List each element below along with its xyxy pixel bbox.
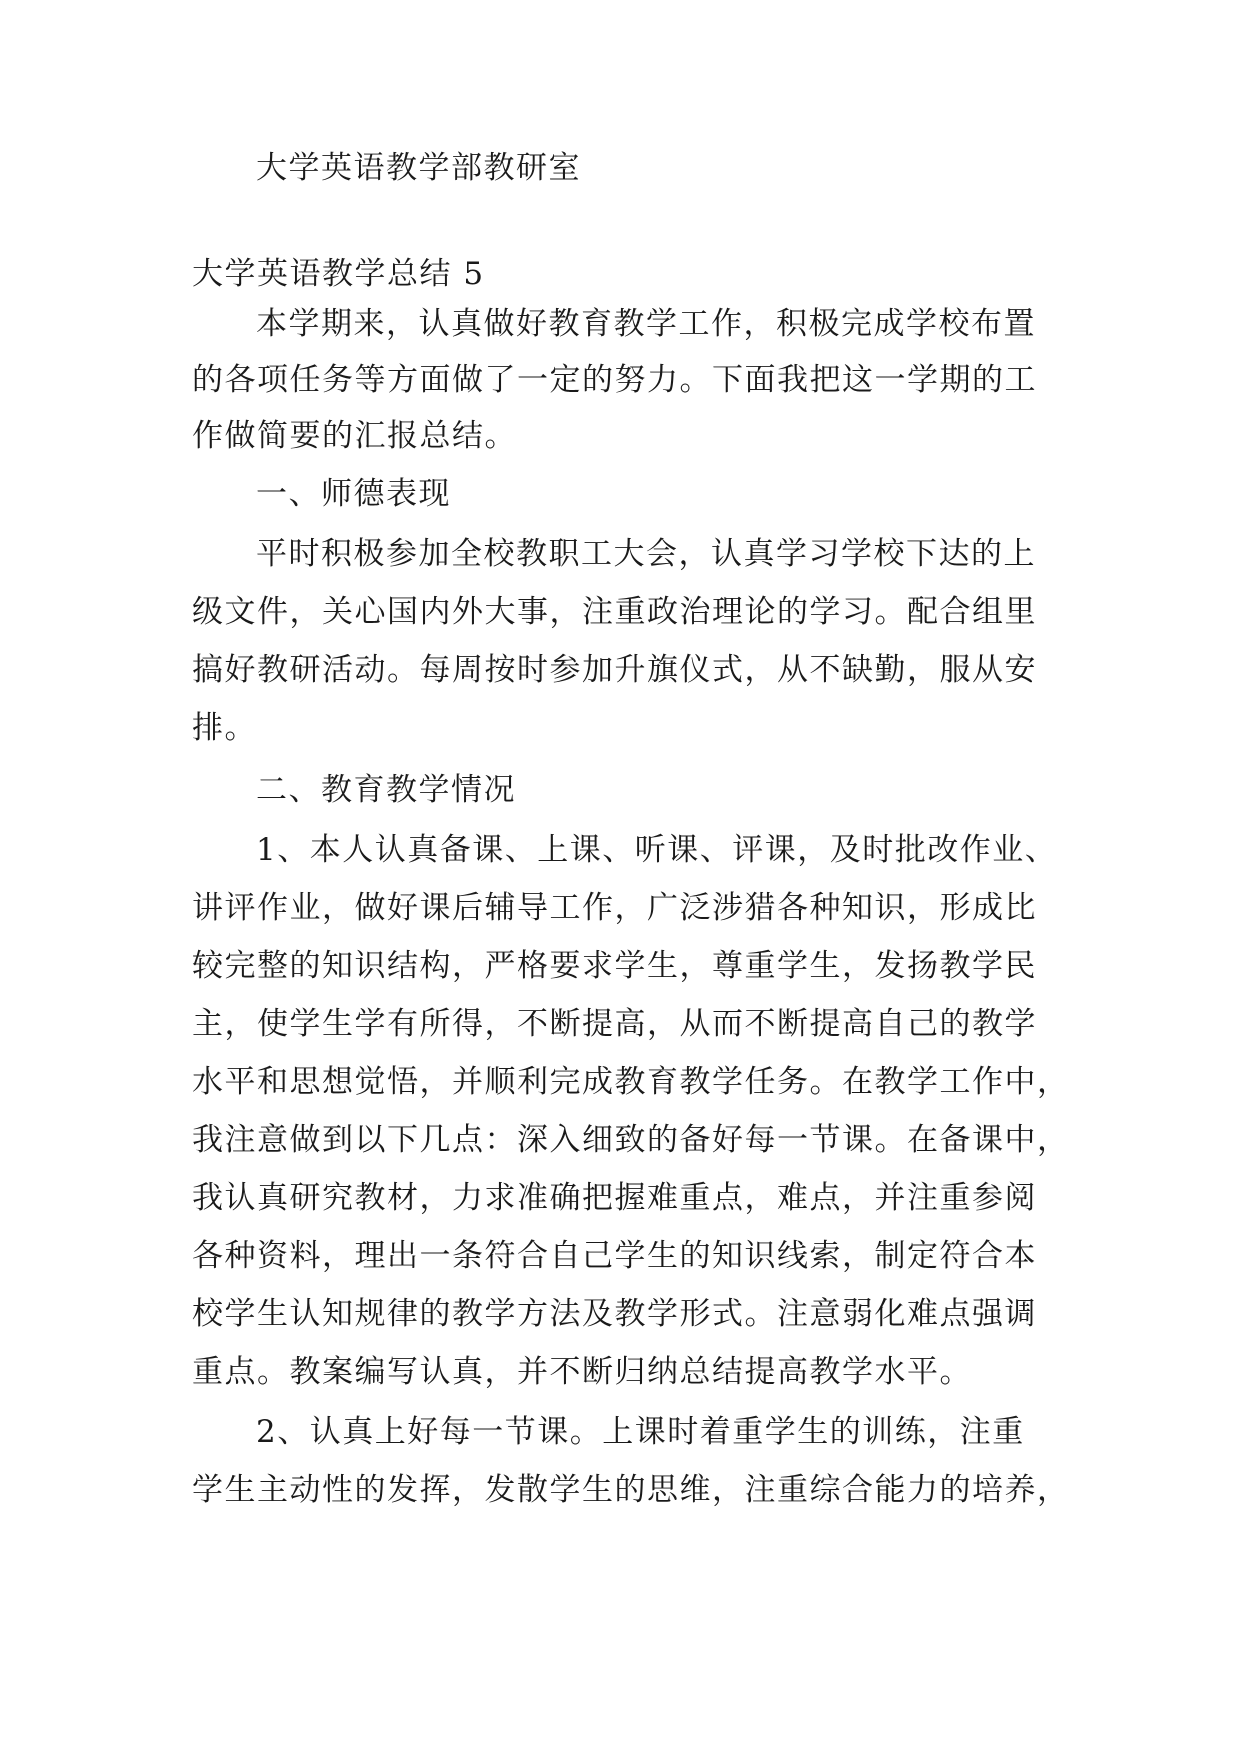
paragraph-line: 作做简要的汇报总结。 <box>192 418 517 454</box>
paragraph-line: 较完整的知识结构，严格要求学生，尊重学生，发扬教学民 <box>192 948 1037 984</box>
paragraph-line: 各种资料，理出一条符合自己学生的知识线索，制定符合本 <box>192 1238 1037 1274</box>
subheading: 二、教育教学情况 <box>256 772 516 808</box>
paragraph-line: 搞好教研活动。每周按时参加升旗仪式，从不缺勤，服从安 <box>192 652 1037 688</box>
department-signature: 大学英语教学部教研室 <box>256 150 581 186</box>
paragraph-line: 的各项任务等方面做了一定的努力。下面我把这一学期的工 <box>192 362 1037 398</box>
paragraph-line: 校学生认知规律的教学方法及教学形式。注意弱化难点强调 <box>192 1296 1037 1332</box>
paragraph-line: 1、本人认真备课、上课、听课、评课，及时批改作业、 <box>256 832 1058 868</box>
paragraph-line: 水平和思想觉悟，并顺利完成教育教学任务。在教学工作中， <box>192 1064 1070 1100</box>
paragraph-line: 学生主动性的发挥，发散学生的思维，注重综合能力的培养， <box>192 1472 1070 1508</box>
paragraph-line: 本学期来，认真做好教育教学工作，积极完成学校布置 <box>256 306 1036 342</box>
paragraph-line: 平时积极参加全校教职工大会，认真学习学校下达的上 <box>256 536 1036 572</box>
paragraph-line: 重点。教案编写认真，并不断归纳总结提高教学水平。 <box>192 1354 972 1390</box>
paragraph-line: 我注意做到以下几点：深入细致的备好每一节课。在备课中， <box>192 1122 1070 1158</box>
paragraph-line: 排。 <box>192 710 257 746</box>
paragraph-line: 级文件，关心国内外大事，注重政治理论的学习。配合组里 <box>192 594 1037 630</box>
paragraph-line: 讲评作业，做好课后辅导工作，广泛涉猎各种知识，形成比 <box>192 890 1037 926</box>
paragraph-line: 主，使学生学有所得，不断提高，从而不断提高自己的教学 <box>192 1006 1037 1042</box>
paragraph-line: 2、认真上好每一节课。上课时着重学生的训练，注重 <box>256 1414 1025 1450</box>
section-title: 大学英语教学总结 5 <box>192 256 485 292</box>
subheading: 一、师德表现 <box>256 476 451 512</box>
paragraph-line: 我认真研究教材，力求准确把握难重点，难点，并注重参阅 <box>192 1180 1037 1216</box>
